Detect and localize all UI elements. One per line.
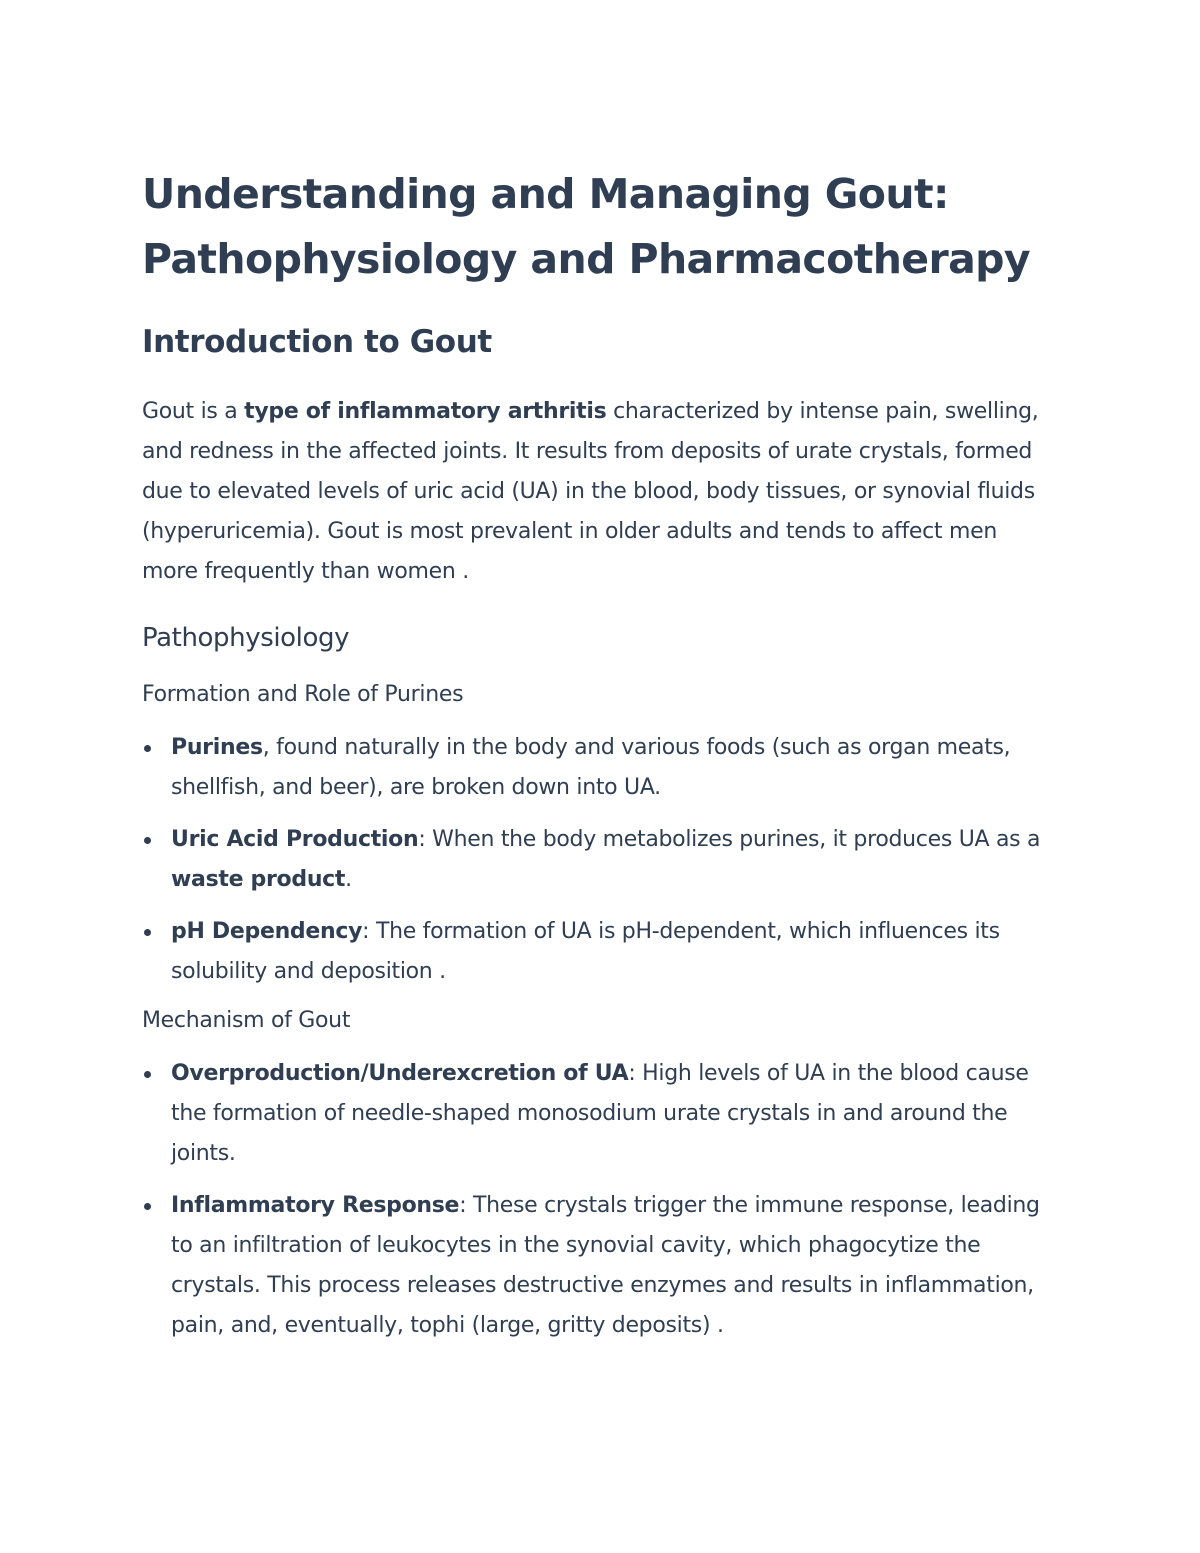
pathophysiology-heading: Pathophysiology — [142, 623, 350, 653]
list-item-text: : These crystals trigger the immune response, leading to an infiltration of leukocytes in the synovial cavity, which phagocytize the crystals. This process releases destructive enzymes and results in inflammation, pain, and, eventually, tophi (large, gritty deposits) . — [171, 1193, 1040, 1338]
intro-heading: Introduction to Gout — [142, 324, 492, 360]
list-item — [142, 912, 1057, 992]
list-item-text: : The formation of UA is pH-dependent, which influences its solubility and deposition . — [171, 919, 1000, 984]
list-item — [142, 1186, 1057, 1346]
list-item-term: Inflammatory Response — [171, 1193, 460, 1218]
bullet-icon — [144, 1071, 151, 1078]
list-item-term: Purines — [171, 735, 263, 760]
list-item — [142, 728, 1057, 808]
intro-bold-phrase: type of inflammatory arthritis — [244, 399, 607, 424]
intro-text-start: Gout is a — [142, 399, 245, 424]
intro-paragraph — [142, 392, 1057, 592]
list-item-text: : High levels of UA in the blood cause the formation of needle-shaped monosodium urate crystals in and around the joints. — [171, 1061, 1029, 1166]
list-item-term: Overproduction/Underexcretion of UA — [171, 1061, 629, 1086]
mechanism-heading: Mechanism of Gout — [142, 1008, 351, 1033]
title-line-1: Understanding and Managing Gout: — [142, 170, 949, 218]
document-content — [142, 162, 1057, 1358]
mechanism-list — [142, 1054, 1057, 1346]
document-title — [142, 162, 1057, 292]
bullet-icon — [144, 837, 151, 844]
purines-list — [142, 728, 1057, 992]
list-item — [142, 1054, 1057, 1174]
bullet-icon — [144, 929, 151, 936]
list-item — [142, 820, 1057, 900]
title-line-2: Pathophysiology and Pharmacotherapy — [142, 235, 1031, 283]
bullet-icon — [144, 1203, 151, 1210]
list-item-text-end: . — [345, 867, 352, 892]
purines-heading: Formation and Role of Purines — [142, 682, 464, 707]
list-item-text: , found naturally in the body and various foods (such as organ meats, shellfish, and beer), are broken down into UA. — [171, 735, 1011, 800]
bullet-icon — [144, 745, 151, 752]
list-item-text: : When the body metabolizes purines, it produces UA as a — [418, 827, 1041, 852]
list-item-term: Uric Acid Production — [171, 827, 419, 852]
list-item-term: pH Dependency — [171, 919, 363, 944]
list-item-emphasis: waste product — [171, 867, 346, 892]
intro-text-rest: characterized by intense pain, swelling, and redness in the affected joints. It results from deposits of urate crystals, formed due to elevated levels of uric acid (UA) in the blood, body tissues, or synovial fluids (hyperuricemia). Gout is most prevalent in older adults and tends to affect men more frequently than women . — [142, 399, 1039, 584]
